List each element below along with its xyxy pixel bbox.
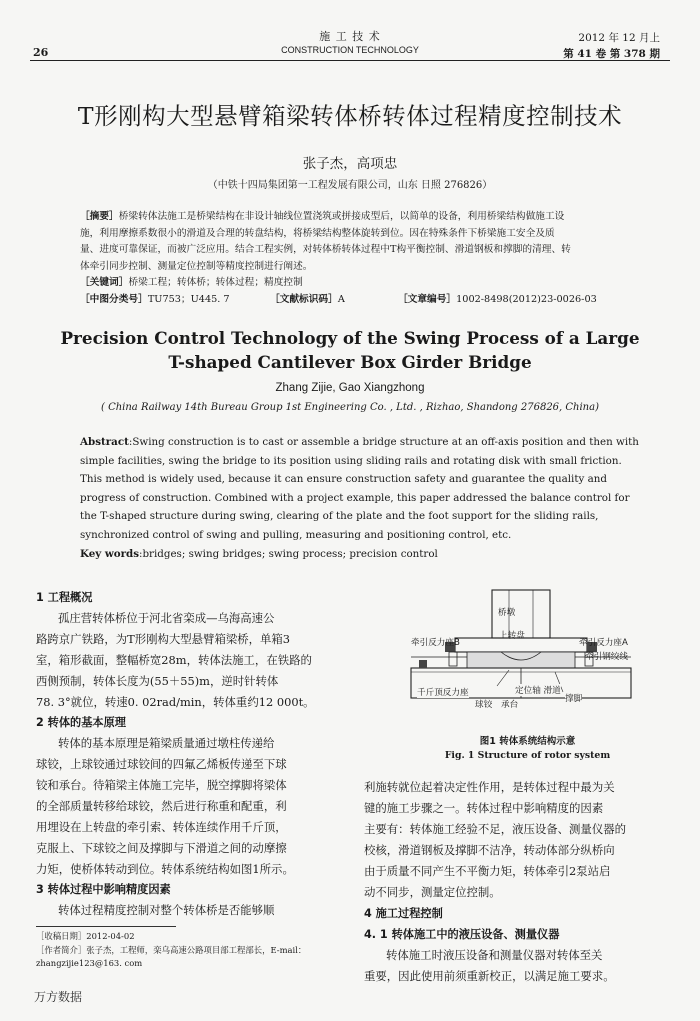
para-line: 由于质量不同产生不平衡力矩，转体牵引2泵站启: [364, 864, 611, 878]
received-date: ［收稿日期］2012-04-02: [36, 931, 135, 941]
section-4-heading: 4 施工过程控制: [364, 907, 443, 920]
author-bio: ［作者简介］张子杰，工程师，栾乌高速公路项目部工程部长，E-mail：: [36, 944, 307, 955]
para-line: 室，箱形截面，整幅桥宽28m，转体法施工，在铁路的: [36, 653, 312, 667]
abstract-cn-line: 体牵引同步控制、测量定位控制等精度控制进行阐述。: [80, 260, 313, 272]
label-traction-seat-b: 牵引反力座B: [411, 638, 460, 648]
section-4-1-heading: 4. 1 转体施工中的液压设备、测量仪器: [364, 928, 560, 941]
abstract-en-line: synchronized control of swing and pulling, measuring and positioning control, etc.: [80, 528, 512, 541]
abstract-en-line: the T-shaped structure during swing, clearing of the plate and the foot support for the sliding rails,: [80, 510, 599, 523]
abstract-en-line: progress of construction. Combined with a project example, this paper addressed the balance control for: [80, 491, 630, 504]
keywords-en: :bridges; swing bridges; swing process; precision control: [139, 547, 438, 560]
left-column: [36, 588, 342, 921]
authors-cn: 张子杰，高项忠: [302, 156, 398, 172]
para-line: 克服上、下球铰之间及撑脚与下滑道之间的动摩擦: [36, 841, 287, 855]
label-cap: 承台: [501, 700, 519, 710]
para-line: 转体过程精度控制对整个转体桥是否能够顺: [58, 903, 275, 917]
footnote-rule: [36, 926, 176, 927]
figure-caption-en: Fig. 1 Structure of rotor system: [444, 750, 611, 761]
abstract-en-line: simple facilities, swing the bridge to its position using sliding rails and rotating disk with small friction.: [80, 454, 622, 467]
volume-issue: 第 41 卷 第 378 期: [563, 48, 660, 60]
footnote: [36, 930, 306, 971]
article-no-label: ［文章编号］: [398, 293, 457, 305]
clc-label: ［中图分类号］: [80, 293, 148, 305]
para-line: 孤庄营转体桥位于河北省栾成—乌海高速公: [58, 611, 275, 625]
paper-title-en-line2: T-shaped Cantilever Box Girder Bridge: [168, 352, 532, 372]
label-jack-seat: 千斤顶反力座: [417, 688, 469, 698]
para-line: 路跨京广铁路，为T形刚构大型悬臂箱梁桥，单箱3: [36, 632, 291, 646]
paper-title-cn: T形刚构大型悬臂箱梁转体桥转体过程精度控制技术: [77, 102, 623, 130]
para-line: 西侧预制，转体长度为(55＋55)m，逆时针转体: [36, 674, 279, 688]
keywords-cn: 桥梁工程；转体桥；转体过程；精度控制: [128, 277, 303, 288]
doc-code-label: ［文献标识码］: [270, 293, 338, 305]
para-line: 铰和承台。待箱梁主体施工完毕，脱空撑脚将梁体: [36, 778, 287, 792]
keywords-cn-label: ［关键词］: [80, 277, 129, 288]
abstract-cn-line: 量、进度可靠保证，而被广泛应用。结合工程实例，对转体桥转体过程中T构平衡控制、滑道钢板和撑脚的清理、转: [80, 244, 571, 255]
para-line: 78. 3°就位，转速0. 02rad/min，转体重约12 000t。: [36, 695, 315, 709]
label-ball-hinge: 球铰: [475, 700, 493, 710]
para-line: 主要有：转体施工经验不足，液压设备、测量仪器的: [364, 822, 626, 836]
page-number: 26: [33, 46, 49, 59]
journal-title-en: CONSTRUCTION TECHNOLOGY: [281, 45, 419, 55]
section-3-heading: 3 转体过程中影响精度因素: [36, 883, 171, 896]
paper-title-en-line1: Precision Control Technology of the Swing Process of a Large: [60, 328, 640, 348]
abstract-cn-label: ［摘要］: [80, 211, 119, 222]
section-2-heading: 2 转体的基本原理: [36, 716, 126, 729]
label-pier: 桥墩: [498, 608, 516, 618]
header-rule: [30, 60, 670, 61]
affiliation-en: ( China Railway 14th Bureau Group 1st Engineering Co. , Ltd. , Rizhao, Shandong 276826, China): [101, 402, 599, 413]
para-line: 球铰，上球铰通过球铰间的四氟乙烯板传递至下球: [36, 757, 287, 771]
clc-value: TU753；U445. 7: [147, 293, 230, 305]
figure-caption-cn: 图1 转体系统结构示意: [479, 736, 576, 747]
label-upper-turntable: 上转盘: [499, 631, 525, 641]
abstract-en: [80, 433, 639, 563]
watermark: 万方数据: [34, 990, 83, 1004]
label-traction-strand: 牵引钢绞线: [585, 652, 628, 662]
authors-en: Zhang Zijie, Gao Xiangzhong: [275, 382, 425, 394]
abstract-cn-line: 桥梁转体法施工是桥梁结构在非设计轴线位置浇筑或拼接成型后，以简单的设备，利用桥梁结构做施工设: [118, 211, 565, 222]
abstract-cn-line: 施，利用摩擦系数很小的滑道及合理的转盘结构，将桥梁结构整体旋转到位。因在特殊条件下桥梁施工安全及质: [80, 227, 555, 239]
para-line: 校核，滑道钢板及撑脚不洁净，转动体部分纵桥向: [364, 843, 615, 857]
abstract-cn: [80, 209, 620, 308]
para-line: 用埋设在上转盘的牵引索、转体连续作用千斤顶，: [36, 820, 287, 834]
para-line: 重要，因此使用前须重新校正，以满足施工要求。: [364, 969, 615, 983]
keywords-en-label: Key words: [80, 547, 139, 560]
journal-title-cn: 施 工 技 术: [319, 30, 381, 43]
para-line: 利施转就位起着决定性作用，是转体过程中最为关: [364, 780, 615, 794]
para-line: 力矩，使桥体转动到位。转体系统结构如图1所示。: [36, 862, 294, 876]
section-1-heading: 1 工程概况: [36, 591, 93, 604]
para-line: 键的施工步骤之一。转体过程中影响精度的因素: [364, 801, 604, 815]
article-no-value: 1002-8498(2012)23-0026-03: [456, 293, 597, 305]
affiliation-cn: （中铁十四局集团第一工程发展有限公司，山东 日照 276826）: [207, 180, 493, 191]
abstract-en-label: Abstract: [80, 436, 129, 448]
author-email: zhangzijie123@163. com: [36, 958, 143, 968]
classification-line: [80, 292, 620, 309]
issue-date: 2012 年 12 月上: [578, 32, 660, 44]
abstract-en-line: This method is widely used, because it can ensure construction safety and guarantee the quality and: [80, 473, 607, 486]
label-traction-seat-a: 牵引反力座A: [579, 638, 628, 648]
para-line: 转体施工时液压设备和测量仪器对转体至关: [386, 948, 603, 962]
abstract-en-line: :Swing construction is to cast or assemble a bridge structure at an off-axis position and then with: [128, 436, 639, 448]
para-line: 动不同步，测量定位控制。: [364, 885, 501, 899]
label-support-foot: 撑脚: [565, 694, 583, 704]
para-line: 的全部质量转移给球铰，然后进行称重和配重，利: [36, 799, 287, 813]
right-column: [364, 777, 670, 987]
figure-1: [405, 588, 650, 720]
doc-code-value: A: [337, 293, 345, 305]
para-line: 转体的基本原理是箱梁质量通过墩柱传递给: [58, 736, 275, 750]
label-pivot-slide: 定位轴 滑道: [515, 686, 561, 696]
